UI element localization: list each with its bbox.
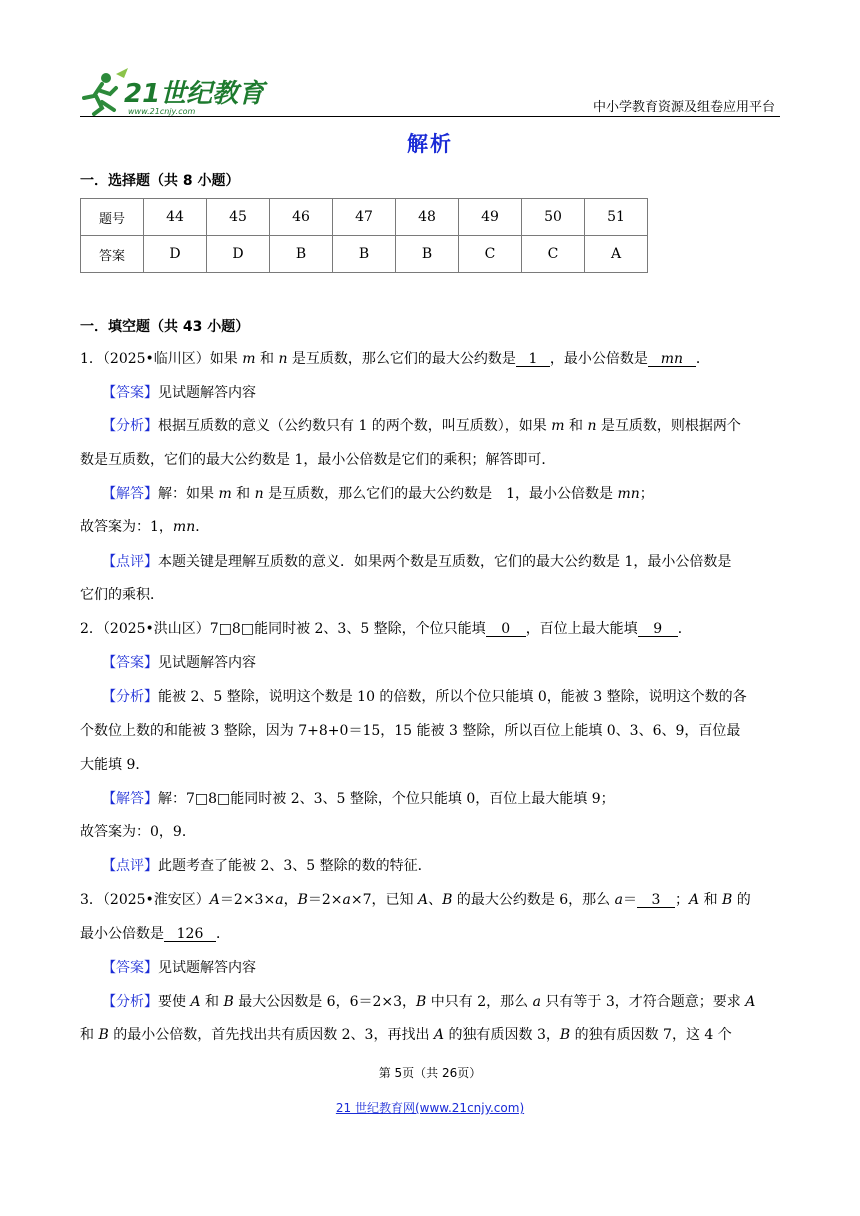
q2-analysis-cont: 个数位上数的和能被 3 整除，因为 7+8+0＝15，15 能被 3 整除，所以百位上能填 0、3、6、9，百位最: [80, 723, 741, 739]
table-cell: 45: [207, 199, 270, 236]
header-divider: [80, 116, 780, 117]
var-B: B: [98, 1027, 109, 1043]
answer-table: [80, 198, 648, 273]
table-cell: 50: [522, 199, 585, 236]
q1-answer: [102, 386, 256, 400]
q1-stem: [80, 352, 710, 367]
table-cell: 51: [585, 199, 648, 236]
comment-tag: 【点评】: [102, 554, 158, 570]
q3-analysis: [102, 995, 755, 1009]
text: 的独有质因数 7，这 4 个: [570, 1027, 732, 1043]
q1-solution: [102, 487, 654, 501]
table-row-numbers: [81, 199, 648, 236]
row-label-number: 题号: [81, 199, 144, 236]
text: 最大公因数是 6，6＝2×3，: [233, 994, 417, 1010]
text: 和: [200, 994, 224, 1010]
text: ．: [195, 519, 210, 535]
answer-blank: 1: [516, 352, 550, 367]
text: ．: [677, 621, 692, 637]
page-number: 第 5页（共 26页）: [378, 1066, 482, 1080]
table-cell: 48: [396, 199, 459, 236]
q1-analysis: [102, 419, 741, 433]
text: 2．（2025•洪山区）7□8□能同时被 2、3、5 整除，个位只能填: [80, 621, 486, 637]
table-cell: C: [459, 236, 522, 273]
q3-stem-cont: [80, 927, 230, 942]
text: 、: [428, 892, 443, 908]
text: 和: [80, 1027, 99, 1043]
var-A: A: [209, 892, 220, 908]
answer-tag: 【答案】: [102, 960, 158, 976]
site-logo: [80, 64, 265, 120]
table-cell: C: [522, 236, 585, 273]
logo-url: www.21cnjy.com: [128, 107, 196, 116]
table-cell: D: [207, 236, 270, 273]
text: 的最大公约数是 6，那么: [452, 892, 615, 908]
q2-answer: [102, 656, 256, 670]
text: ×7，已知: [350, 892, 418, 908]
var-A: A: [689, 892, 700, 908]
footer-link[interactable]: 21 世纪教育网(www.21cnjy.com): [335, 1101, 525, 1115]
var-a: a: [532, 994, 541, 1010]
q3-stem: [80, 893, 751, 908]
text: ＝: [623, 892, 637, 908]
platform-name: 中小学教育资源及组卷应用平台: [592, 100, 775, 115]
text: 和: [255, 351, 279, 367]
var-B: B: [722, 892, 733, 908]
table-cell: A: [585, 236, 648, 273]
var-a: a: [342, 892, 351, 908]
var-n: n: [278, 351, 288, 367]
text: ＝2×3×: [219, 892, 276, 908]
var-mn: mn: [617, 486, 640, 502]
section-heading-fill: 一．填空题（共 43 小题）: [80, 319, 250, 335]
var-a: a: [614, 892, 623, 908]
table-cell: 47: [333, 199, 396, 236]
text: 根据互质数的意义（公约数只有 1 的两个数，叫互质数），如果: [158, 418, 552, 434]
text: 见试题解答内容: [158, 960, 256, 976]
var-A: A: [433, 1027, 445, 1043]
analysis-tag: 【分析】: [102, 994, 158, 1010]
q1-final: [80, 520, 209, 534]
q2-comment: [102, 859, 432, 873]
text: 解：7□8□能同时被 2、3、5 整除，个位只能填 0，百位上最大能填 9；: [158, 791, 615, 807]
q3-analysis-cont: [80, 1028, 732, 1042]
text: 的: [732, 892, 751, 908]
var-m: m: [218, 486, 232, 502]
text: 1．（2025•临川区）如果: [80, 351, 243, 367]
text: ，最小公倍数是: [549, 351, 648, 367]
text: 的独有质因数 3，: [444, 1027, 560, 1043]
q2-analysis-cont2: 大能填 9．: [80, 757, 150, 773]
text: 是互质数，那么它们的最大公约数是 1，最小公倍数是: [263, 486, 618, 502]
q2-stem: [80, 622, 692, 637]
answer-blank: 126: [164, 927, 216, 942]
q2-final: 故答案为：0，9．: [80, 824, 196, 840]
solution-tag: 【解答】: [102, 486, 158, 502]
text: ，: [283, 892, 298, 908]
text: 此题考查了能被 2、3、5 整除的数的特征．: [158, 858, 432, 874]
text: ；: [675, 892, 689, 908]
var-B: B: [223, 994, 234, 1010]
text: 只有等于 3，才符合题意；要求: [540, 994, 746, 1010]
text: 是互质数，那么它们的最大公约数是: [287, 351, 516, 367]
q2-analysis: [102, 690, 747, 704]
text: 最小公倍数是: [80, 926, 164, 942]
analysis-tag: 【分析】: [102, 689, 158, 705]
q2-solution: [102, 792, 615, 806]
var-n: n: [587, 418, 597, 434]
text: 和: [699, 892, 723, 908]
var-B: B: [297, 892, 308, 908]
table-cell: B: [270, 236, 333, 273]
q1-comment: [102, 555, 731, 569]
var-A: A: [417, 892, 429, 908]
row-label-answer: 答案: [81, 236, 144, 273]
answer-blank: 0: [486, 622, 526, 637]
text: ＝2×: [307, 892, 343, 908]
answer-blank: 3: [637, 893, 675, 908]
text: 能被 2、5 整除，说明这个数是 10 的倍数，所以个位只能填 0，能被 3 整除，说明这个数的各: [158, 689, 747, 705]
table-cell: 44: [144, 199, 207, 236]
var-B: B: [559, 1027, 571, 1043]
answer-tag: 【答案】: [102, 655, 158, 671]
var-B: B: [442, 892, 453, 908]
text: 的最小公倍数，首先找出共有质因数 2、3，再找出: [108, 1027, 434, 1043]
var-a: a: [275, 892, 284, 908]
text: ．: [695, 351, 710, 367]
table-row-answers: [81, 236, 648, 273]
text: 和: [564, 418, 588, 434]
text: 3．（2025•淮安区）: [80, 892, 210, 908]
section-heading-choice: 一．选择题（共 8 小题）: [80, 173, 240, 189]
text: 解：如果: [158, 486, 219, 502]
text: ；: [639, 486, 654, 502]
var-A: A: [745, 994, 756, 1010]
var-m: m: [242, 351, 256, 367]
q3-answer: [102, 961, 256, 975]
text: 是互质数，则根据两个: [596, 418, 741, 434]
var-A: A: [190, 994, 201, 1010]
comment-tag: 【点评】: [102, 858, 158, 874]
text: 见试题解答内容: [158, 385, 256, 401]
text: 和: [231, 486, 255, 502]
table-cell: B: [396, 236, 459, 273]
var-mn: mn: [172, 519, 196, 535]
solution-tag: 【解答】: [102, 791, 158, 807]
table-cell: B: [333, 236, 396, 273]
var-n: n: [254, 486, 264, 502]
answer-blank: mn: [648, 352, 696, 367]
q1-analysis-cont: 数是互质数，它们的最大公约数是 1，最小公倍数是它们的乘积；解答即可．: [80, 452, 556, 468]
text: 见试题解答内容: [158, 655, 256, 671]
answer-blank: 9: [638, 622, 678, 637]
var-B: B: [416, 994, 427, 1010]
table-cell: D: [144, 236, 207, 273]
table-cell: 49: [459, 199, 522, 236]
logo-text: 21世纪教育: [124, 79, 265, 109]
text: ．: [216, 926, 230, 942]
text: 要使: [158, 994, 191, 1010]
text: 故答案为：1，: [80, 519, 173, 535]
text: ，百位上最大能填: [525, 621, 638, 637]
text: 本题关键是理解互质数的意义．如果两个数是互质数，它们的最大公约数是 1，最小公倍数是: [158, 554, 732, 570]
table-cell: 46: [270, 199, 333, 236]
analysis-tag: 【分析】: [102, 418, 158, 434]
page-title: 解析: [407, 132, 453, 156]
answer-tag: 【答案】: [102, 385, 158, 401]
text: 中只有 2，那么: [426, 994, 533, 1010]
q1-comment-cont: 它们的乘积．: [80, 587, 164, 603]
runner-icon: [84, 68, 128, 114]
var-m: m: [551, 418, 565, 434]
